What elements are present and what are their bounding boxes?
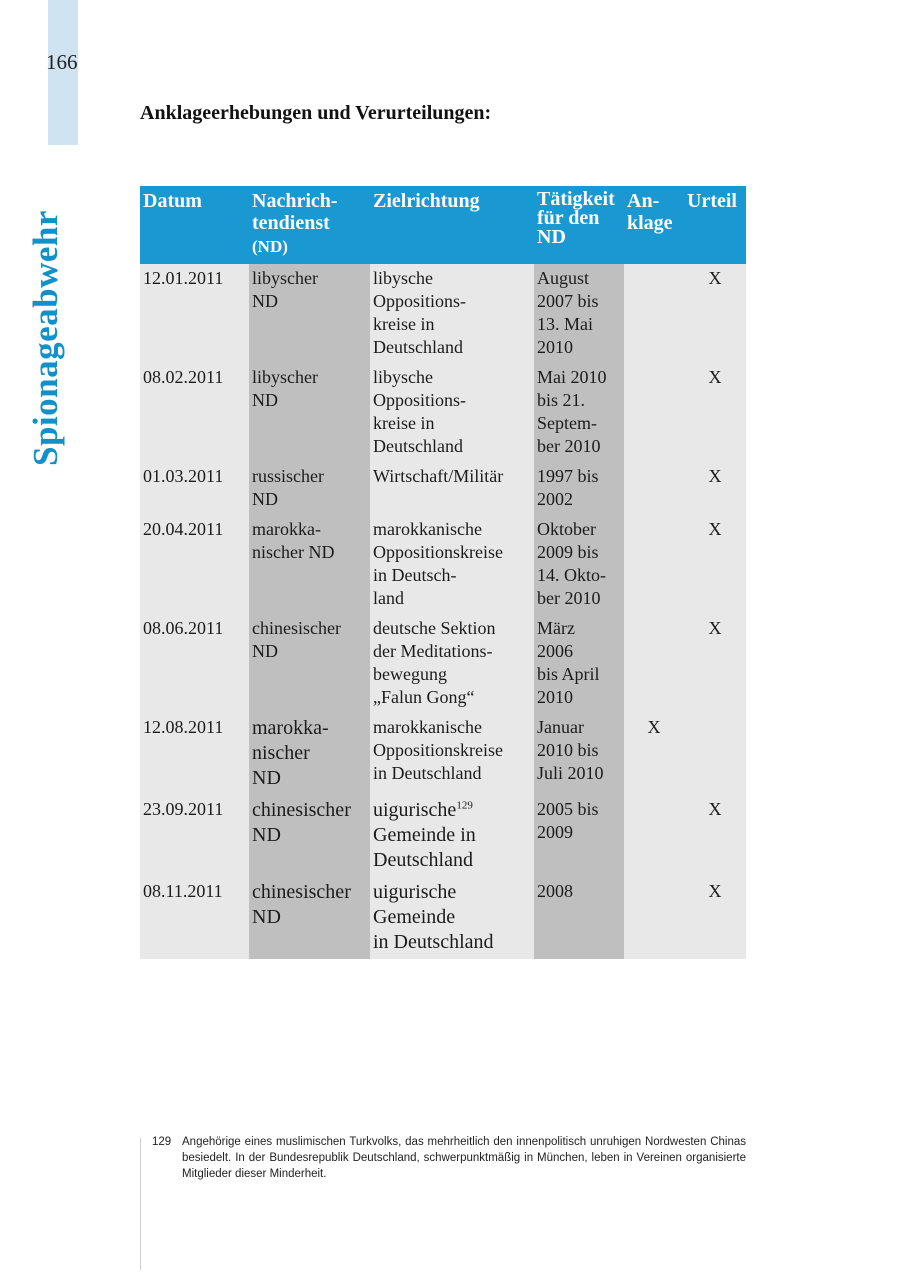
section-title-vertical: Spionageabwehr (26, 210, 65, 466)
page-heading: Anklageerhebungen und Verurteilungen: (140, 102, 492, 124)
cell-date: 08.06.2011 (140, 614, 249, 713)
cell-activity: 1997 bis 2002 (534, 462, 624, 515)
table-header-row (140, 186, 746, 264)
footnote (152, 1134, 746, 1182)
cell-date: 12.08.2011 (140, 713, 249, 795)
cell-activity: Januar 2010 bis Juli 2010 (534, 713, 624, 795)
cell-urteil (684, 713, 746, 795)
cell-date: 23.09.2011 (140, 795, 249, 877)
cell-anklage (624, 614, 684, 713)
cell-urteil: X (684, 515, 746, 614)
table-row (140, 713, 746, 795)
cell-anklage (624, 264, 684, 363)
footnote-number: 129 (152, 1136, 172, 1148)
header-nachrichtendienst: Nachrich- tendienst (ND) (249, 186, 370, 264)
cell-service: marokka- nischer ND (249, 515, 370, 614)
cell-urteil: X (684, 462, 746, 515)
cell-date: 08.02.2011 (140, 363, 249, 462)
cell-target: deutsche Sektion der Meditations- bewegung „Falun Gong“ (370, 614, 534, 713)
cell-activity: 2005 bis 2009 (534, 795, 624, 877)
cell-target: libysche Oppositions- kreise in Deutschland (370, 363, 534, 462)
cell-anklage (624, 462, 684, 515)
cell-target: marokkanische Oppositionskreise in Deutsch- land (370, 515, 534, 614)
cell-urteil: X (684, 264, 746, 363)
cell-target: uigurische$^{129}$ Gemeinde in Deutschland (370, 795, 534, 877)
footnote-rule (140, 1138, 141, 1270)
cell-activity: März 2006 bis April 2010 (534, 614, 624, 713)
cell-activity: Mai 2010 bis 21. Septem- ber 2010 (534, 363, 624, 462)
cell-urteil: X (684, 877, 746, 959)
table-row (140, 614, 746, 713)
cell-anklage (624, 795, 684, 877)
cell-date: 01.03.2011 (140, 462, 249, 515)
cell-service: libyscher ND (249, 363, 370, 462)
cell-service: libyscher ND (249, 264, 370, 363)
cell-target: Wirtschaft/Militär (370, 462, 534, 515)
header-zielrichtung: Zielrichtung (370, 186, 534, 264)
cell-target: uigurische Gemeinde in Deutschland (370, 877, 534, 959)
cell-service: chinesischer ND (249, 877, 370, 959)
cell-activity: August 2007 bis 13. Mai 2010 (534, 264, 624, 363)
cell-target: marokkanische Oppositionskreise in Deutschland (370, 713, 534, 795)
cell-service: chinesischer ND (249, 614, 370, 713)
table-row (140, 877, 746, 959)
table-row (140, 515, 746, 614)
header-taetigkeit: Tätigkeit für den ND (534, 186, 624, 264)
cell-urteil: X (684, 614, 746, 713)
table-row (140, 363, 746, 462)
footnote-reference: 129 (456, 799, 473, 812)
footnote-text: Angehörige eines muslimischen Turkvolks, das mehrheitlich den innenpolitisch unruhigen Nordwesten Chinas besiedelt. In der Bundesrepublik Deutschland, schwerpunktmäßig in München, leben in Vereinen organisierte Mitglieder dieser Minderheit. (182, 1136, 746, 1180)
table-row (140, 795, 746, 877)
header-datum: Datum (140, 186, 249, 264)
indictments-table (140, 186, 746, 959)
cell-service: russischer ND (249, 462, 370, 515)
header-urteil: Urteil (684, 186, 746, 264)
table-row (140, 462, 746, 515)
cell-service: marokka- nischer ND (249, 713, 370, 795)
cell-urteil: X (684, 795, 746, 877)
cell-activity: 2008 (534, 877, 624, 959)
cell-anklage (624, 363, 684, 462)
cell-service: chinesischer ND (249, 795, 370, 877)
cell-date: 12.01.2011 (140, 264, 249, 363)
table-row (140, 264, 746, 363)
header-anklage: An- klage (624, 186, 684, 264)
cell-activity: Oktober 2009 bis 14. Okto- ber 2010 (534, 515, 624, 614)
page-number: 166 (46, 50, 78, 74)
cell-anklage (624, 515, 684, 614)
cell-target: libysche Oppositions- kreise in Deutschland (370, 264, 534, 363)
cell-date: 08.11.2011 (140, 877, 249, 959)
cell-urteil: X (684, 363, 746, 462)
cell-date: 20.04.2011 (140, 515, 249, 614)
cell-anklage: X (624, 713, 684, 795)
cell-anklage (624, 877, 684, 959)
